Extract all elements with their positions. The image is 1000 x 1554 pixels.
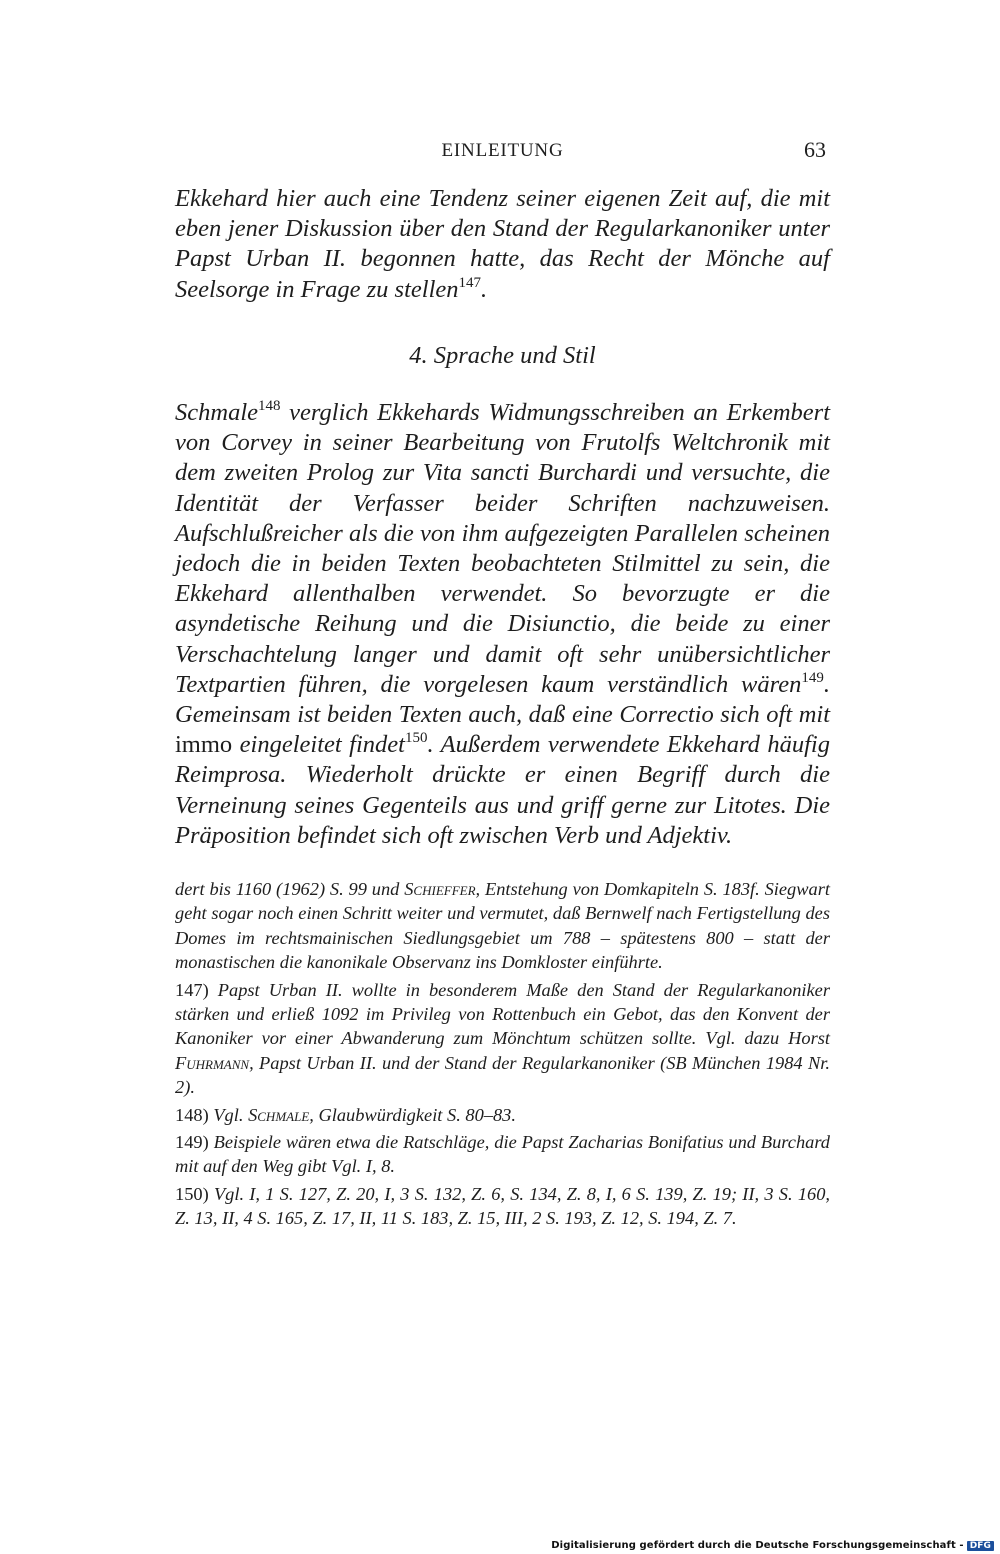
credit-text: Digitalisierung gefördert durch die Deutsche Forschungsgemeinschaft - bbox=[551, 1540, 964, 1551]
running-title: EINLEITUNG bbox=[441, 140, 564, 161]
paragraph-text: Schmale bbox=[175, 399, 258, 426]
footnote-150 bbox=[175, 1182, 830, 1231]
roman-term: immo bbox=[175, 731, 233, 759]
section-heading: 4. Sprache und Stil bbox=[409, 342, 596, 369]
footnote-number: 148) bbox=[175, 1104, 209, 1125]
paragraph-text: Ekkehard hier auch eine Tendenz seiner eigenen Zeit auf, die mit eben jener Diskussion über den Stand der Regularkanoniker unter Papst Urban II. begonnen hatte, das Recht der Mönche auf Seelsorge in Frage zu stellen bbox=[175, 185, 830, 303]
paragraph-text: . Außerdem verwendete Ekkehard häufig Reimprosa. Wiederholt drückte er einen Begriff durch die Verneinung seines Gegenteils aus und griff gerne zur Litotes. Die Präposition befindet sich oft zwischen Verb und Adjektiv. bbox=[175, 731, 830, 849]
footnote-text: , Glaubwürdigkeit S. 80–83. bbox=[309, 1104, 516, 1125]
body-paragraph-2 bbox=[175, 398, 830, 851]
footnote-149 bbox=[175, 1130, 830, 1179]
paragraph-text: . bbox=[481, 275, 488, 303]
footnote-continuation bbox=[175, 877, 830, 975]
author-name: Schmale bbox=[248, 1104, 310, 1125]
footnote-text: Vgl. bbox=[208, 1104, 249, 1125]
footnotes bbox=[175, 877, 830, 1234]
footnote-number: 149) bbox=[175, 1132, 209, 1153]
footnote-ref-150[interactable]: 150 bbox=[404, 730, 428, 747]
body-paragraph-1 bbox=[175, 184, 830, 305]
footnote-147 bbox=[175, 978, 830, 1100]
dfg-logo: DFG bbox=[967, 1541, 994, 1551]
author-name: Fuhrmann bbox=[175, 1052, 250, 1073]
footnote-text: , Entstehung von Domkapiteln S. 183f. Siegwart geht sogar noch einen Schritt weiter und vermutet, daß Bernwelf nach Fertigstellung des Domes im rechtsmainischen Siedlungsgebiet um 788 – spätestens 800 – statt der monastischen die kanonikale Observanz ins Domkloster einführte. bbox=[175, 879, 830, 973]
author-name: Schieffer bbox=[404, 879, 476, 899]
footnote-text: , Papst Urban II. und der Stand der Regularkanoniker (SB München 1984 Nr. 2). bbox=[175, 1052, 830, 1098]
footnote-text: Vgl. I, 1 S. 127, Z. 20, I, 3 S. 132, Z. 6, S. 134, Z. 8, I, 6 S. 139, Z. 19; II, 3 S. 160, Z. 13, II, 4 S. 165, Z. 17, II, 11 S. 183, Z. 15, III, 2 S. 193, Z. 12, S. 194, Z. 7. bbox=[175, 1183, 830, 1229]
footnote-ref-148[interactable]: 148 bbox=[258, 398, 281, 414]
paragraph-text: eingeleitet findet bbox=[232, 731, 405, 759]
page-number: 63 bbox=[804, 137, 826, 162]
paragraph-text: verglich Ekkehards Widmungsschreiben an Erkembert von Corvey in seiner Bearbeitung von Frutolfs Weltchronik mit dem zweiten Prolog zur Vita sancti Burchardi und versuchte, die Identität der Verfasser beider Schriften nachzuweisen. Aufschlußreicher als die von ihm aufgezeigten Parallelen scheinen jedoch die in beiden Texten beobachteten Stilmittel zu sein, die Ekkehard allenthalben verwendet. So bevorzugte er die asyndetische Reihung und die Disiunctio, die beide zu einer Verschachtelung langer und damit oft sehr unübersichtlicher Textpartien führen, die vorgelesen kaum verständlich wären bbox=[175, 399, 830, 698]
paragraph-text: . Gemeinsam ist beiden Texten auch, daß eine Correctio sich oft mit bbox=[175, 670, 830, 729]
footnote-text: dert bis 1160 (1962) S. 99 und bbox=[175, 879, 405, 899]
footnote-number: 150) bbox=[175, 1183, 209, 1204]
footnote-148 bbox=[175, 1103, 830, 1127]
footnote-text: Papst Urban II. wollte in besonderem Maße den Stand der Regularkanoniker stärken und erließ 1092 im Privileg von Rottenbuch ein Gebot, das den Konvent der Kanoniker vor einer Abwanderung zum Mönchtum schützen sollte. Vgl. dazu Horst bbox=[175, 979, 830, 1049]
footnote-text: Beispiele wären etwa die Ratschläge, die Papst Zacharias Bonifatius und Burchard mit auf den Weg gibt Vgl. I, 8. bbox=[175, 1132, 830, 1177]
funding-credit bbox=[551, 1540, 994, 1551]
running-head bbox=[175, 137, 830, 170]
footnote-number: 147) bbox=[175, 979, 209, 1000]
footnote-ref-147[interactable]: 147 bbox=[458, 274, 482, 291]
footnote-ref-149[interactable]: 149 bbox=[801, 669, 824, 686]
